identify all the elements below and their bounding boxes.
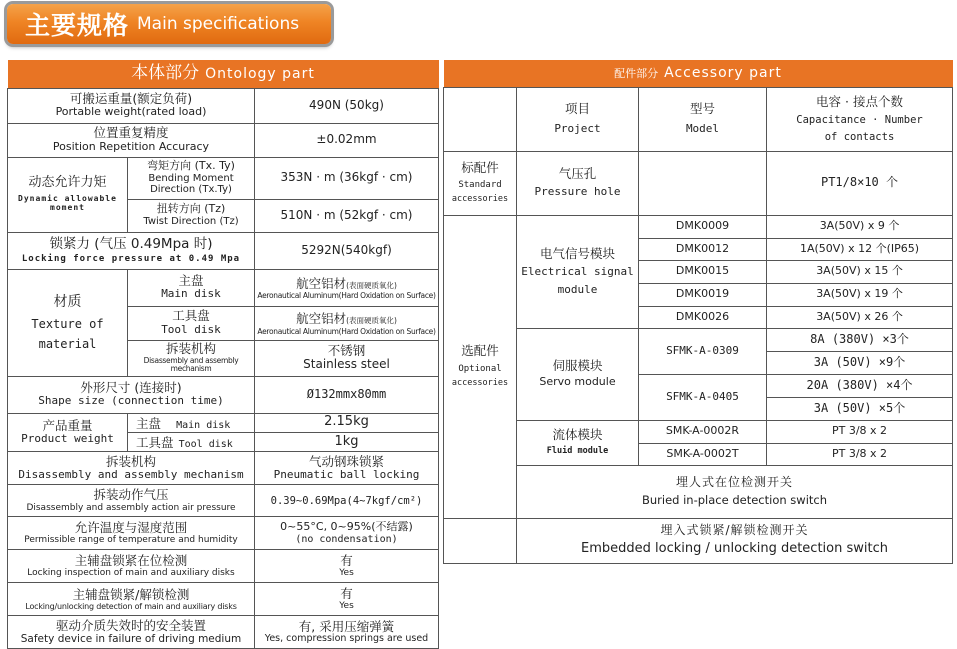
accessory-title-en: Accessory part bbox=[664, 65, 782, 82]
table-row bbox=[444, 420, 953, 443]
value-cell: 3A (50V) ×5个 bbox=[767, 397, 953, 420]
spec-value: 不锈钢 Stainless steel bbox=[255, 340, 439, 376]
value-cell: 1A(50V) x 12 个(IP65) bbox=[767, 238, 953, 260]
accessory-header bbox=[444, 60, 953, 87]
spec-sublabel: 拆装机构 Disassembly and assembly mechanism bbox=[128, 340, 255, 376]
table-row bbox=[8, 413, 439, 432]
model-cell: DMK0019 bbox=[639, 283, 767, 306]
table-row bbox=[8, 232, 439, 269]
spec-sublabel: 主盘 Main disk bbox=[128, 413, 255, 432]
spec-value: 510N · m (52kgf · cm) bbox=[255, 199, 439, 232]
model-cell: SMK-A-0002T bbox=[639, 443, 767, 465]
table-row bbox=[444, 215, 953, 238]
spec-value: 1kg bbox=[255, 432, 439, 451]
embedded-switch-cell: 埋入式锁紧/解锁检测开关 Embedded locking / unlocking detection switch bbox=[517, 518, 953, 563]
model-cell: DMK0012 bbox=[639, 238, 767, 260]
capacitance-header: 电容 · 接点个数 Capacitance · Number of contacts bbox=[767, 87, 953, 151]
item-cell: 气压孔 Pressure hole bbox=[517, 151, 639, 215]
spec-sublabel: 工具盘 Tool disk bbox=[128, 432, 255, 451]
spec-value: 气动钢珠锁紧 Pneumatic ball locking bbox=[255, 452, 439, 485]
model-cell bbox=[639, 151, 767, 215]
table-row bbox=[8, 452, 439, 485]
banner-title-zh: 主要规格 bbox=[25, 11, 130, 40]
servo-module-label: 伺服模块 Servo module bbox=[517, 328, 639, 420]
table-row bbox=[444, 465, 953, 518]
model-header: 型号 Model bbox=[639, 87, 767, 151]
empty-cell bbox=[444, 518, 517, 563]
column-header-row bbox=[444, 87, 953, 151]
table-row bbox=[8, 616, 439, 649]
value-cell: 8A (380V) ×3个 bbox=[767, 328, 953, 351]
table-row bbox=[8, 550, 439, 583]
table-row bbox=[8, 583, 439, 616]
project-header: 项目 Project bbox=[517, 87, 639, 151]
ontology-title-zh: 本体部分 bbox=[131, 62, 200, 83]
spec-value: 有 Yes bbox=[255, 550, 439, 583]
value-cell: 3A(50V) x 19 个 bbox=[767, 283, 953, 306]
optional-label: 选配件 Optional accessories bbox=[444, 215, 517, 518]
model-cell: SFMK-A-0309 bbox=[639, 328, 767, 374]
value-cell: 20A (380V) ×4个 bbox=[767, 374, 953, 397]
spec-value: 5292N(540kgf) bbox=[255, 232, 439, 269]
spec-label: 位置重复精度 Position Repetition Accuracy bbox=[8, 123, 255, 157]
empty-header-cell bbox=[444, 87, 517, 151]
spec-value: 2.15kg bbox=[255, 413, 439, 432]
spec-label: 主辅盘锁紧在位检测 Locking inspection of main and auxiliary disks bbox=[8, 550, 255, 583]
spec-sublabel: 弯矩方向 (Tx. Ty) Bending Moment Direction (Tx.Ty) bbox=[128, 157, 255, 199]
spec-label: 允许温度与湿度范围 Permissible range of temperature and humidity bbox=[8, 517, 255, 550]
model-cell: SMK-A-0002R bbox=[639, 420, 767, 443]
spec-value: 航空铝材(表面硬质氧化) Aeronautical Aluminum(Hard Oxidation on Surface) bbox=[255, 269, 439, 306]
table-row bbox=[8, 157, 439, 199]
table-row bbox=[8, 517, 439, 550]
spec-sublabel: 扭转方向 (Tz) Twist Direction (Tz) bbox=[128, 199, 255, 232]
section-banner bbox=[7, 4, 331, 44]
electrical-module-label: 电气信号模块 Electrical signal module bbox=[517, 215, 639, 328]
banner-title-en: Main specifications bbox=[137, 14, 300, 34]
ontology-header bbox=[8, 60, 439, 88]
spec-value: 有 Yes bbox=[255, 583, 439, 616]
accessory-table bbox=[443, 60, 953, 564]
value-cell: 3A(50V) x 9 个 bbox=[767, 215, 953, 238]
spec-label: 产品重量 Product weight bbox=[8, 413, 128, 452]
buried-switch-cell: 埋人式在位检测开关 Buried in-place detection switch bbox=[517, 465, 953, 518]
spec-value: 0~55°C, 0~95%(不结露) (no condensation) bbox=[255, 517, 439, 550]
table-row bbox=[444, 151, 953, 215]
ontology-spec-table bbox=[7, 60, 439, 649]
ontology-title-en: Ontology part bbox=[205, 65, 315, 82]
table-row bbox=[8, 88, 439, 123]
value-cell: PT 3/8 x 2 bbox=[767, 420, 953, 443]
table-row bbox=[8, 123, 439, 157]
value-cell: PT1/8×10 个 bbox=[767, 151, 953, 215]
table-row bbox=[8, 269, 439, 306]
fluid-module-label: 流体模块 Fluid module bbox=[517, 420, 639, 465]
spec-label: 锁紧力 (气压 0.49Mpa 时) Locking force pressure at 0.49 Mpa bbox=[8, 232, 255, 269]
standard-label: 标配件 Standard accessories bbox=[444, 151, 517, 215]
spec-value: 490N (50kg) bbox=[255, 88, 439, 123]
model-cell: DMK0015 bbox=[639, 260, 767, 283]
spec-label: 动态允许力矩 Dynamic allowable moment bbox=[8, 157, 128, 232]
value-cell: 3A(50V) x 26 个 bbox=[767, 306, 953, 328]
value-cell: 3A (50V) ×9个 bbox=[767, 351, 953, 374]
spec-value: ±0.02mm bbox=[255, 123, 439, 157]
table-row bbox=[444, 328, 953, 351]
table-row bbox=[444, 518, 953, 563]
spec-value: 353N · m (36kgf · cm) bbox=[255, 157, 439, 199]
model-cell: DMK0026 bbox=[639, 306, 767, 328]
value-cell: PT 3/8 x 2 bbox=[767, 443, 953, 465]
model-cell: DMK0009 bbox=[639, 215, 767, 238]
spec-label: 主辅盘锁紧/解锁检测 Locking/unlocking detection of main and auxiliary disks bbox=[8, 583, 255, 616]
model-cell: SFMK-A-0405 bbox=[639, 374, 767, 420]
spec-sublabel: 主盘 Main disk bbox=[128, 269, 255, 306]
table-row bbox=[8, 376, 439, 413]
spec-label: 拆装动作气压 Disassembly and assembly action air pressure bbox=[8, 485, 255, 517]
spec-label: 可搬运重量(额定负荷) Portable weight(rated load) bbox=[8, 88, 255, 123]
spec-label: 拆装机构 Disassembly and assembly mechanism bbox=[8, 452, 255, 485]
table-row bbox=[8, 485, 439, 517]
spec-label: 外形尺寸 (连接时) Shape size (connection time) bbox=[8, 376, 255, 413]
value-cell: 3A(50V) x 15 个 bbox=[767, 260, 953, 283]
spec-label: 材质 Texture of material bbox=[8, 269, 128, 376]
spec-value: Ø132mmx80mm bbox=[255, 376, 439, 413]
spec-value: 有, 采用压缩弹簧 Yes, compression springs are used bbox=[255, 616, 439, 649]
spec-sublabel: 工具盘 Tool disk bbox=[128, 306, 255, 340]
spec-value: 0.39~0.69Mpa(4~7kgf/cm²) bbox=[255, 485, 439, 517]
spec-value: 航空铝材(表面硬质氧化) Aeronautical Aluminum(Hard Oxidation on Surface) bbox=[255, 306, 439, 340]
spec-label: 驱动介质失效时的安全装置 Safety device in failure of driving medium bbox=[8, 616, 255, 649]
accessory-title-zh: 配件部分 bbox=[614, 67, 659, 81]
